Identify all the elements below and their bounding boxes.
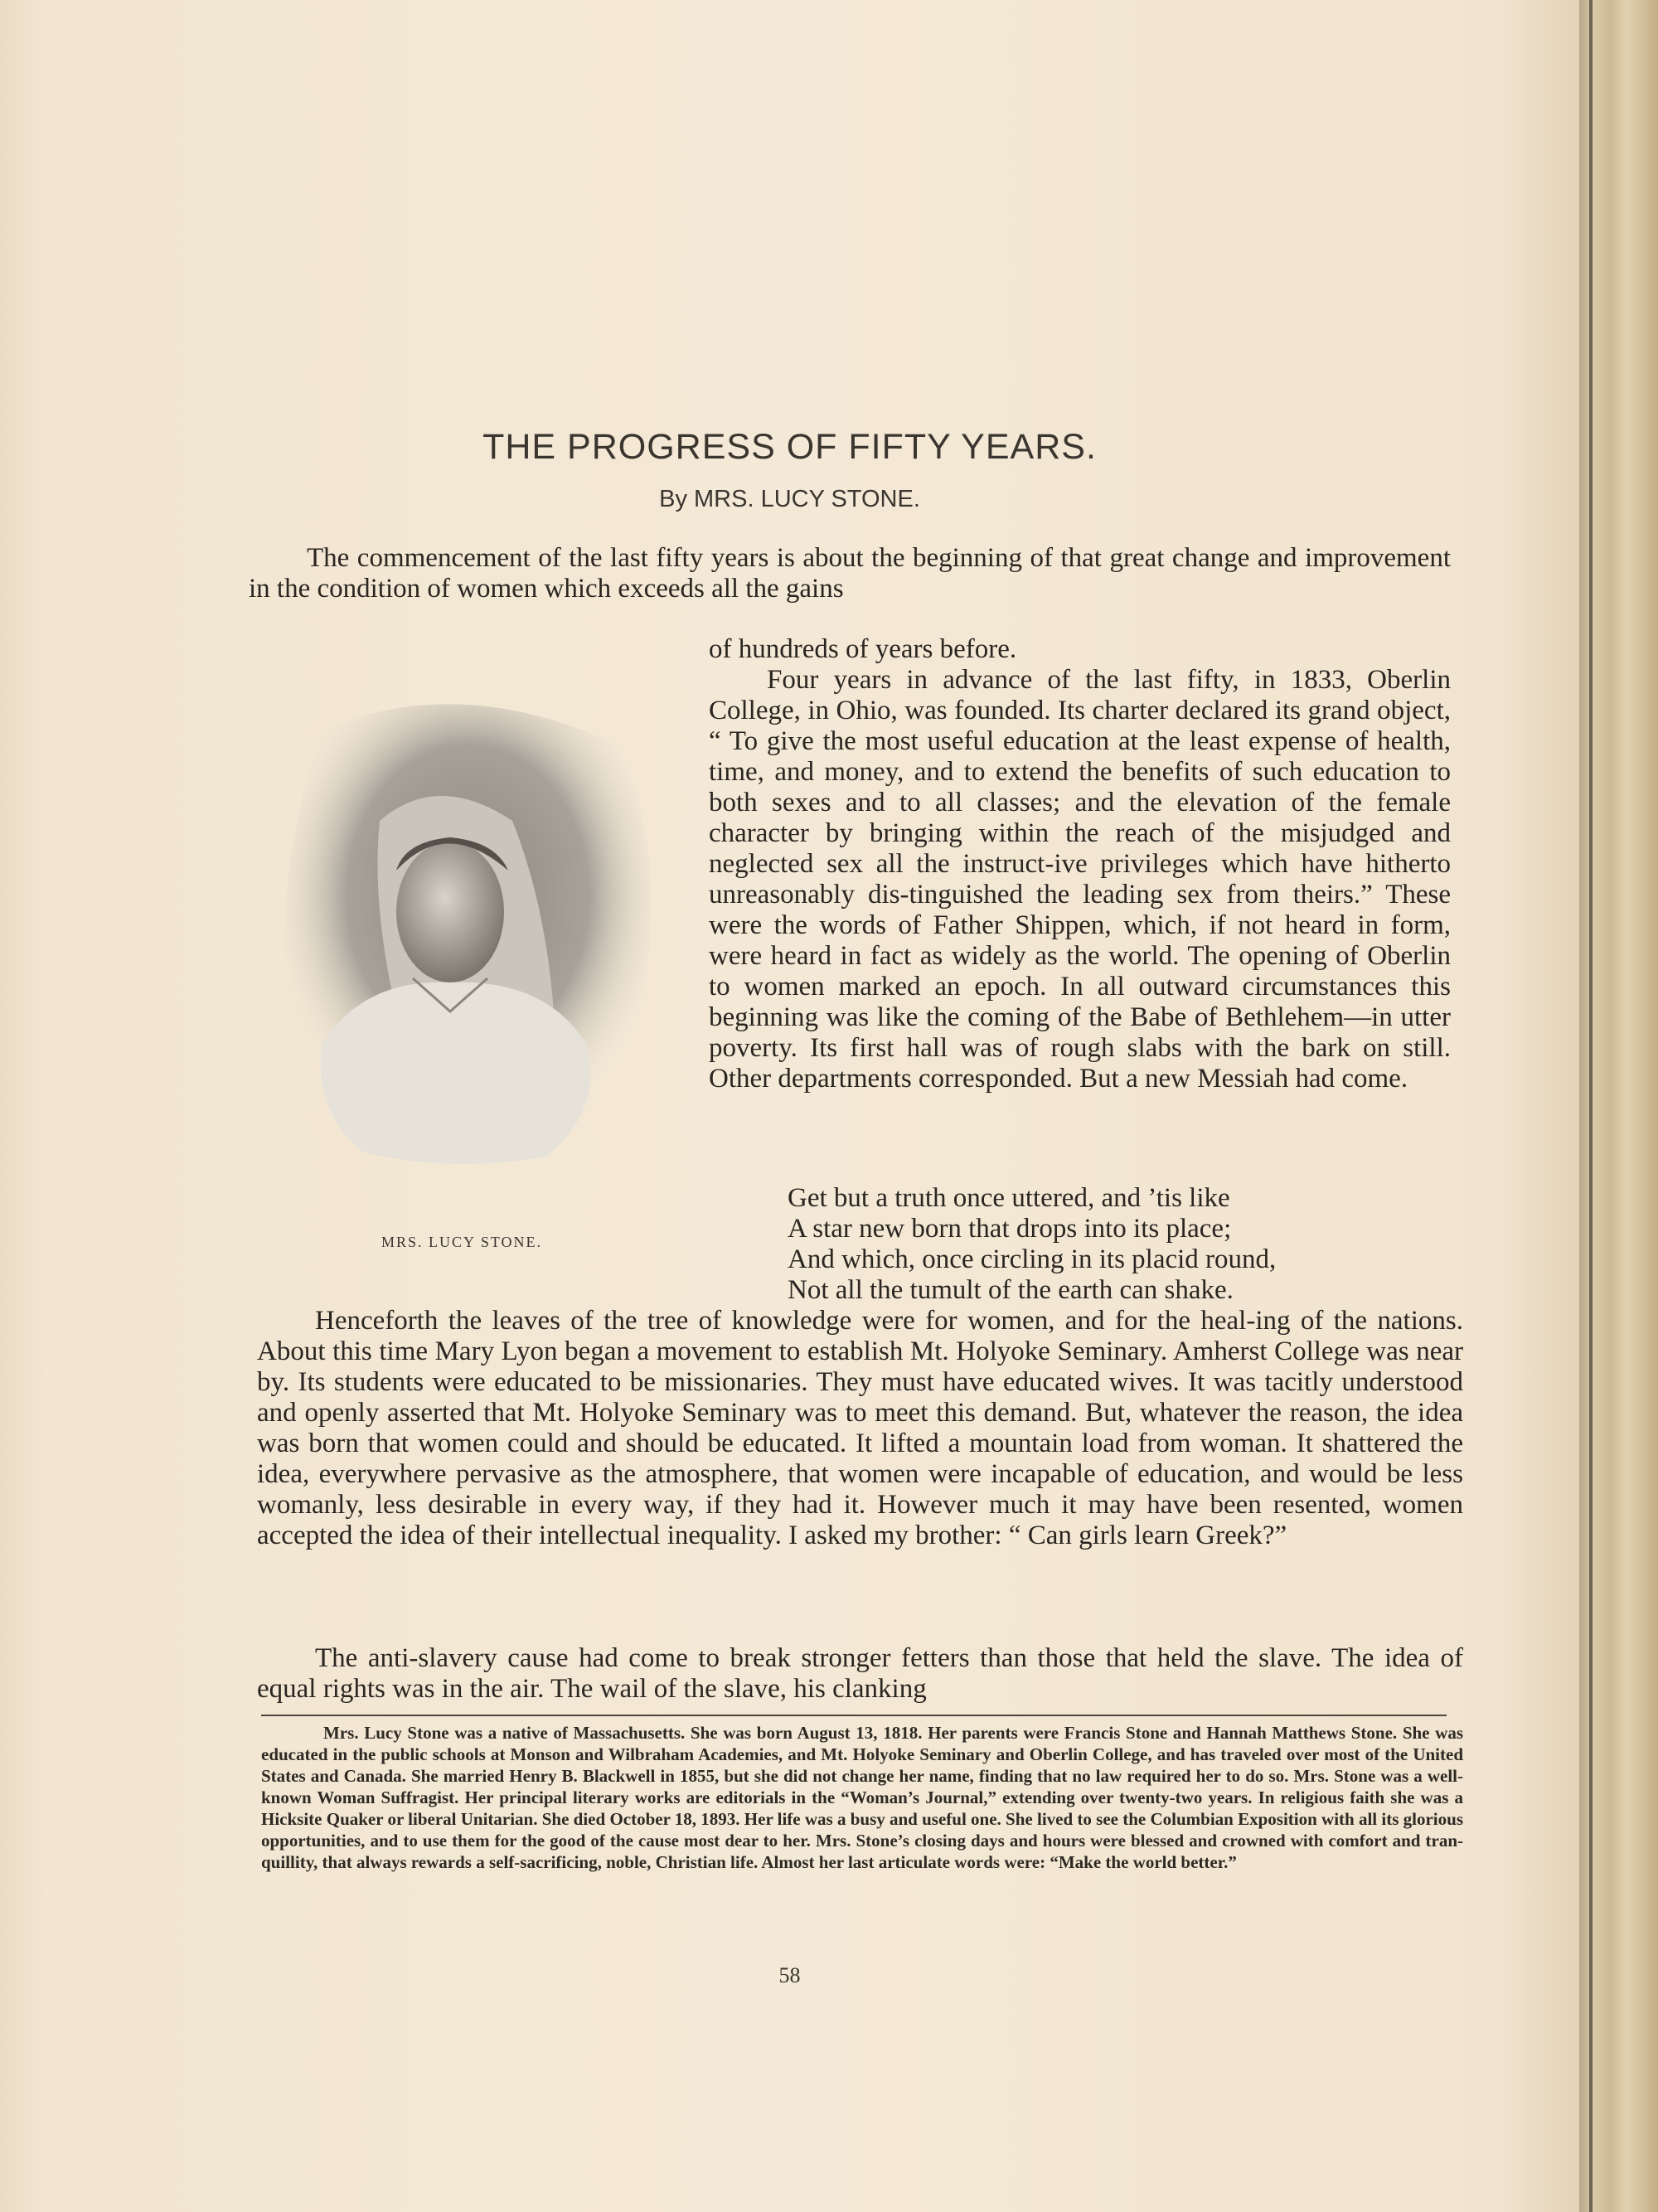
poem-line: And which, once circling in its placid round, bbox=[788, 1244, 1277, 1274]
paragraph-antislavery: The anti-slavery cause had come to break stronger fetters than those that held the slave. The idea of equal rights was in the air. The wail of the slave, his clanking bbox=[257, 1643, 1463, 1704]
page-edge bbox=[1579, 0, 1658, 2212]
poem-line: Get but a truth once uttered, and ’tis like bbox=[788, 1183, 1230, 1213]
article-title: THE PROGRESS OF FIFTY YEARS. bbox=[482, 427, 1097, 467]
poem-line: Not all the tumult of the earth can shake. bbox=[788, 1275, 1234, 1305]
paragraph-henceforth: Henceforth the leaves of the tree of knowledge were for women, and for the heal-ing of the nations. About this time Mary Lyon began a movement to establish Mt. Holyoke Seminary. Amherst College was near by. Its students were educated to be missionaries. They must have educated wives. It was tacitly understood and openly asserted that Mt. Holyoke Seminary was to meet this demand. But, whatever the reason, the idea was born that women could and should be educated. It lifted a mountain load from woman. It shattered the idea, everywhere pervasive as the atmosphere, that women were incapable of education, and would be less womanly, less desirable in every way, if they had it. However much it may have been resented, women accepted the idea of their intellectual inequality. I asked my brother: “ Can girls learn Greek?” bbox=[257, 1306, 1463, 1550]
poem-line: A star new born that drops into its place; bbox=[788, 1214, 1232, 1244]
page-number: 58 bbox=[778, 1963, 801, 1987]
poem bbox=[788, 1183, 1276, 1306]
footnote: Mrs. Lucy Stone was a native of Massachusetts. She was born August 13, 1818. Her parents were Francis Stone and Hannah Matthews Stone. She was educated in the public schools at Monson and Wilbraham Academies, and Mt. Holyoke Seminary and Oberlin College, and has traveled over most of the United States and Canada. She married Henry B. Blackwell in 1855, but she did not change her name, finding that no law required her to do so. Mrs. Stone was a well-known Woman Suffragist. Her principal literary works are editorials in the “Woman’s Journal,” extending over twenty-two years. In religious faith she was a Hicksite Quaker or liberal Unitarian. She died October 18, 1893. Her life was a busy and useful one. She lived to see the Columbian Exposition with all its glorious opportunities, and to use them for the good of the cause most dear to her. Mrs. Stone’s closing days and hours were blessed and crowned with comfort and tran-quillity, that always rewards a self-sacrificing, noble, Christian life. Almost her last articulate words were: “Make the world better.” bbox=[261, 1723, 1463, 1872]
column-line: of hundreds of years before. bbox=[709, 634, 1017, 664]
footnote-rule bbox=[261, 1715, 1447, 1716]
portrait-image bbox=[272, 696, 662, 1165]
portrait-caption: MRS. LUCY STONE. bbox=[381, 1234, 543, 1250]
portrait-face bbox=[396, 842, 504, 982]
opening-paragraph: The commencement of the last fifty years is about the beginning of that great change and improvement in the condition of women which exceeds all the gains bbox=[249, 543, 1451, 604]
article-byline: By MRS. LUCY STONE. bbox=[659, 486, 920, 512]
text-column bbox=[709, 634, 1451, 1094]
portrait-dress bbox=[321, 982, 591, 1164]
column-paragraph: Four years in advance of the last fifty, in 1833, Oberlin College, in Ohio, was founded. Its charter declared its grand object, “ To give the most useful education at the least expense of health, time, and money, and to extend the benefits of such education to both sexes and to all classes; and the elevation of the female character by bringing within the reach of the misjudged and neglected sex all the instruct-ive privileges which have hitherto unreasonably dis-tinguished the leading sex from theirs.” These were the words of Father Shippen, which, if not heard in form, were heard in fact as widely as the world. The opening of Oberlin to women marked an epoch. In all outward circumstances this beginning was like the coming of the Babe of Bethlehem—in utter poverty. Its first hall was of rough slabs with the bark on still. Other departments corresponded. But a new Messiah had come. bbox=[709, 665, 1451, 1094]
